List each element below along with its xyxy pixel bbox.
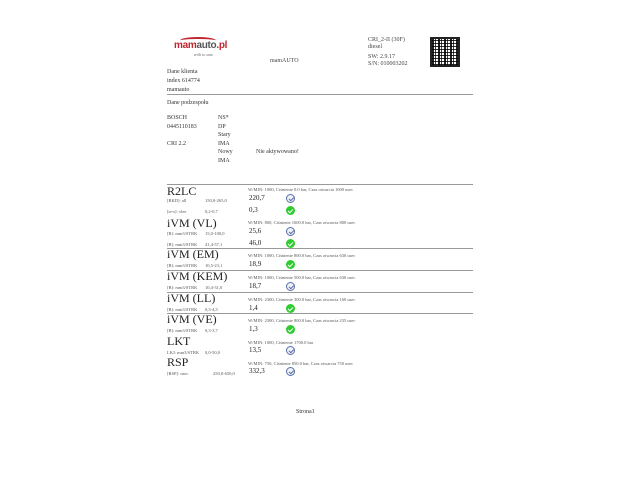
client-index: index 614774 (167, 78, 200, 84)
page-number: Strona1 (296, 409, 315, 415)
component-field: IMA (218, 157, 230, 164)
component-manufacturer: BOSCH (167, 115, 188, 121)
measure-icon (286, 346, 295, 355)
client-data (167, 68, 200, 95)
result-value: 25,6 (249, 227, 262, 235)
test-params: W/MIN: 1000, Ciśnienie 1700.0 bar (248, 340, 314, 345)
row-range: 41,4-57,1 (205, 242, 223, 247)
report-title: mamAUTO (270, 58, 299, 64)
measure-icon (286, 194, 295, 203)
test-params: W/MIN: 2300, Ciśnienie 300.0 bar, Czas otwarcia 160 usec (248, 297, 356, 302)
ecu-model: CRI_2-II (30F) (368, 37, 405, 43)
result-value: 1,4 (249, 304, 258, 312)
component-col2 (218, 114, 233, 165)
ok-icon (286, 260, 295, 269)
component-field: Stary (218, 132, 231, 138)
result-value: 13,5 (249, 346, 262, 354)
report-page (160, 28, 480, 428)
test-title: LKT (167, 334, 191, 348)
test-title: R2LC (167, 184, 197, 198)
row-range: 0,0-50,0 (205, 350, 220, 355)
logo-brand: mamauto.pl (174, 40, 228, 51)
row-range: 10,4-31,0 (205, 285, 223, 290)
component-col1 (167, 114, 197, 148)
test-title: iVM (VE) (167, 312, 217, 326)
result-value: 0,3 (249, 206, 258, 214)
row-range: 0,3-3,7 (205, 328, 218, 333)
result-value: 220,7 (249, 194, 265, 202)
row-label: [B]: mm3/STRK (167, 328, 198, 333)
component-type: CRI 2.2 (167, 140, 187, 147)
measure-icon (286, 282, 295, 291)
test-params: W/MIN: 800, Ciśnienie 1600.0 bar, Czas otwarcia 800 usec (248, 220, 356, 225)
divider (167, 94, 473, 95)
test-params: W/MIN: 2300, Ciśnienie 800.0 bar, Czas otwarcia 235 usec (248, 318, 356, 323)
row-label: [R]: mm3/STRK (167, 231, 198, 236)
row-label: [B]: mm3/STRK (167, 263, 198, 268)
activation-status: Nie aktywowano! (256, 149, 299, 155)
test-params: W/MIN: 750, Ciśnienie 850.0 bar, Czas otwarcia 750 usec (248, 361, 354, 366)
component-field: DP (218, 123, 226, 130)
result-value: 46,0 (249, 239, 262, 247)
row-range: 10,5-23,1 (205, 263, 223, 268)
component-field: Nowy (218, 149, 233, 155)
logo-tagline: zrób to sam (194, 52, 213, 57)
result-value: 18,7 (249, 282, 262, 290)
row-range: 15,0-100,0 (205, 231, 225, 236)
row-range: 150,0-265,0 (205, 198, 227, 203)
ok-icon (286, 304, 295, 313)
test-params: W/MIN: 1000, Ciśnienie 0.0 bar, Czas otwarcia 1000 usec (248, 187, 354, 192)
row-label: LKJ: mm3/STRK (167, 350, 200, 355)
fuel-type: diesel (368, 44, 382, 50)
qr-code (430, 37, 460, 67)
component-part-number: 0445110183 (167, 123, 197, 130)
result-value: 1,3 (249, 325, 258, 333)
software-version: SW: 2.9.17 (368, 54, 395, 60)
row-label: [B]: mm3/STRK (167, 307, 198, 312)
serial-number: S/N: 010003202 (368, 61, 408, 67)
ok-icon (286, 325, 295, 334)
row-label: [n+s]: vlee (167, 209, 187, 214)
row-range: 0,3-4,5 (205, 307, 218, 312)
result-value: 18,9 (249, 260, 262, 268)
test-params: W/MIN: 1000, Ciśnienie 800.0 bar, Czas otwarcia 630 usec (248, 253, 356, 258)
test-title: iVM (EM) (167, 247, 219, 261)
row-label: [B]: mm3/STRK (167, 285, 198, 290)
client-title: Dane klienta (167, 69, 198, 75)
row-range: 250,0-650,0 (213, 371, 235, 376)
ecu-info (368, 37, 408, 68)
mamauto-logo (172, 34, 242, 56)
component-field: IMA (218, 140, 230, 147)
result-value: 332,3 (249, 367, 265, 375)
measure-icon (286, 227, 295, 236)
test-title: iVM (VL) (167, 216, 217, 230)
measure-icon (286, 367, 295, 376)
ok-icon (286, 206, 295, 215)
row-label: [B]: mm3/STRK (167, 242, 198, 247)
row-label: [RSP]: usec (167, 371, 189, 376)
component-title: Dane podzespołu (167, 100, 209, 106)
client-name: mamauto (167, 87, 190, 93)
test-title: iVM (LL) (167, 291, 216, 305)
divider (167, 184, 473, 185)
row-label: [RKD]: all (167, 198, 187, 203)
row-range: 0,2-0,7 (205, 209, 218, 214)
test-title: RSP (167, 355, 189, 369)
test-params: W/MIN: 1000, Ciśnienie 500.0 bar, Czas otwarcia 630 usec (248, 275, 356, 280)
component-field: NS* (218, 115, 229, 121)
ok-icon (286, 239, 295, 248)
test-title: iVM (KEM) (167, 269, 228, 283)
